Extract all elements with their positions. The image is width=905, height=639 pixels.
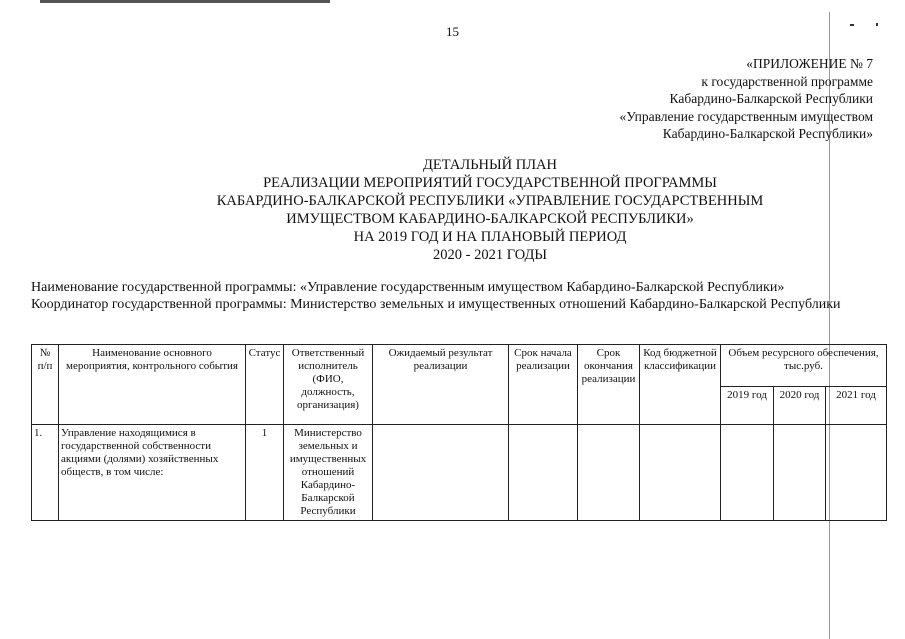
cell-end	[578, 425, 640, 521]
appendix-line: Кабардино-Балкарской Республики»	[662, 126, 873, 141]
header-status: Статус	[246, 345, 284, 425]
header-start: Срок начала реализации	[509, 345, 578, 425]
cell-status: 1	[246, 425, 284, 521]
title-line: ИМУЩЕСТВОМ КАБАРДИНО-БАЛКАРСКОЙ РЕСПУБЛИКИ»	[286, 211, 694, 227]
appendix-line: Кабардино-Балкарской Республики	[669, 91, 873, 106]
header-executor: Ответственный исполнитель (ФИО, должность, организация)	[284, 345, 373, 425]
cell-result	[373, 425, 509, 521]
title-line: НА 2019 ГОД И НА ПЛАНОВЫЙ ПЕРИОД	[353, 229, 627, 245]
cell-2020	[774, 425, 826, 521]
page-number: 15	[446, 24, 459, 39]
scan-artifact-top	[40, 0, 330, 3]
appendix-line: к государственной программе	[701, 73, 873, 89]
header-2021: 2021 год	[826, 387, 887, 425]
table-row	[32, 425, 887, 521]
appendix-line: «Управление государственным имуществом	[619, 108, 873, 124]
cell-2019	[721, 425, 774, 521]
plan-table	[31, 344, 887, 521]
cell-start	[509, 425, 578, 521]
cell-budget-code	[640, 425, 721, 521]
table-header-row	[32, 345, 887, 387]
header-2019: 2019 год	[721, 387, 774, 425]
cell-2021	[826, 425, 887, 521]
header-result: Ожидаемый результат реализации	[373, 345, 509, 425]
header-num: № п/п	[32, 345, 59, 425]
document-title	[0, 156, 905, 264]
program-name: Наименование государственной программы: «Управление государственным имуществом Кабардино-Балкарской Республики»	[31, 280, 785, 295]
title-line: КАБАРДИНО-БАЛКАРСКОЙ РЕСПУБЛИКИ «УПРАВЛЕНИЕ ГОСУДАРСТВЕННЫМ	[216, 193, 764, 209]
cell-executor: Министерство земельных и имущественных отношений Кабардино-Балкарской Республики	[284, 425, 373, 521]
cell-name: Управление находящимися в государственной собственности акциями (долями) хозяйственных обществ, в том числе:	[59, 425, 246, 521]
header-end: Срок окончания реализации	[578, 345, 640, 425]
title-line: РЕАЛИЗАЦИИ МЕРОПРИЯТИЙ ГОСУДАРСТВЕННОЙ ПРОГРАММЫ	[263, 175, 717, 191]
header-budget-code: Код бюджетной классификации	[640, 345, 721, 425]
header-funding: Объем ресурсного обеспечения, тыс.руб.	[721, 345, 887, 387]
header-name: Наименование основного мероприятия, контрольного события	[59, 345, 246, 425]
title-line: ДЕТАЛЬНЫЙ ПЛАН	[423, 157, 557, 173]
header-2020: 2020 год	[774, 387, 826, 425]
appendix-line: «ПРИЛОЖЕНИЕ № 7	[746, 56, 873, 71]
program-coordinator: Координатор государственной программы: Министерство земельных и имущественных отношений Кабардино-Балкарской Республики	[31, 297, 841, 312]
cell-num: 1.	[32, 425, 59, 521]
appendix-note	[619, 55, 873, 143]
title-line: 2020 - 2021 ГОДЫ	[432, 247, 547, 263]
